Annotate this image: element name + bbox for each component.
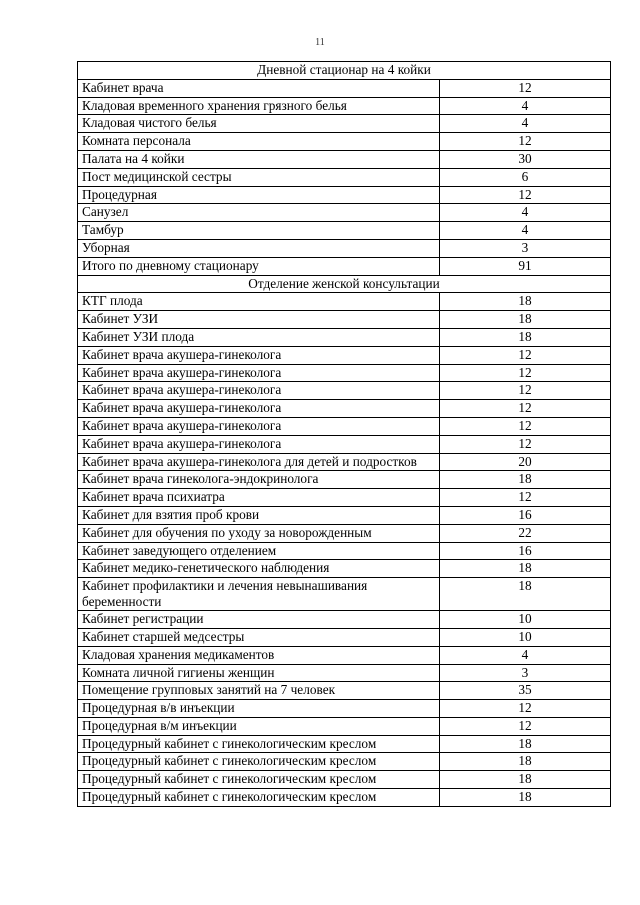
table-row: [78, 506, 611, 524]
table-row: [78, 471, 611, 489]
table-row: [78, 311, 611, 329]
room-area-cell: 22: [440, 524, 611, 542]
room-area-cell: 18: [440, 753, 611, 771]
room-area-cell: 12: [440, 133, 611, 151]
table-row: [78, 735, 611, 753]
room-area-cell: 4: [440, 204, 611, 222]
table-row: [78, 328, 611, 346]
room-area-cell: 18: [440, 789, 611, 807]
room-name-cell: Процедурный кабинет с гинекологическим креслом: [78, 753, 440, 771]
room-name-cell: Кабинет заведующего отделением: [78, 542, 440, 560]
room-area-cell: 12: [440, 417, 611, 435]
room-area-cell: 12: [440, 186, 611, 204]
room-name-cell: Кабинет врача гинеколога-эндокринолога: [78, 471, 440, 489]
room-area-cell: 12: [440, 79, 611, 97]
table-row: [78, 700, 611, 718]
section-title: Дневной стационар на 4 койки: [78, 62, 611, 80]
room-area-cell: 18: [440, 328, 611, 346]
table-row: [78, 542, 611, 560]
room-area-cell: 12: [440, 364, 611, 382]
table-row: [78, 186, 611, 204]
room-area-cell: 12: [440, 717, 611, 735]
page-number: 11: [315, 37, 325, 48]
room-name-cell: Кабинет медико-генетического наблюдения: [78, 560, 440, 578]
room-name-cell: Кабинет врача акушера-гинеколога: [78, 417, 440, 435]
room-name-cell: Процедурный кабинет с гинекологическим креслом: [78, 789, 440, 807]
room-name-cell: Процедурная в/в инъекции: [78, 700, 440, 718]
room-area-cell: 12: [440, 435, 611, 453]
table-row: [78, 489, 611, 507]
table-row: [78, 682, 611, 700]
room-area-cell: 35: [440, 682, 611, 700]
room-name-cell: Кабинет для взятия проб крови: [78, 506, 440, 524]
table-row: [78, 364, 611, 382]
room-area-cell: 91: [440, 257, 611, 275]
room-name-cell: Кабинет врача психиатра: [78, 489, 440, 507]
table-row: [78, 239, 611, 257]
room-name-cell: Кабинет врача акушера-гинеколога: [78, 400, 440, 418]
table-row: [78, 168, 611, 186]
room-area-cell: 4: [440, 646, 611, 664]
room-name-cell: Кабинет регистрации: [78, 611, 440, 629]
table-row: [78, 346, 611, 364]
section-header-row: [78, 275, 611, 293]
room-name-cell: Пост медицинской сестры: [78, 168, 440, 186]
room-area-cell: 18: [440, 560, 611, 578]
room-area-cell: 20: [440, 453, 611, 471]
room-area-cell: 18: [440, 311, 611, 329]
room-area-cell: 30: [440, 150, 611, 168]
room-name-cell: Процедурный кабинет с гинекологическим креслом: [78, 771, 440, 789]
table-row: [78, 435, 611, 453]
table-row: [78, 79, 611, 97]
table-row: [78, 417, 611, 435]
room-name-cell: Кабинет врача акушера-гинеколога: [78, 382, 440, 400]
room-area-cell: 6: [440, 168, 611, 186]
room-name-cell: Кабинет УЗИ плода: [78, 328, 440, 346]
room-area-cell: 18: [440, 578, 611, 611]
table-row: [78, 382, 611, 400]
room-area-cell: 3: [440, 239, 611, 257]
table-row: [78, 646, 611, 664]
table-row: [78, 611, 611, 629]
room-name-cell: Кладовая чистого белья: [78, 115, 440, 133]
section-title: Отделение женской консультации: [78, 275, 611, 293]
room-area-cell: 4: [440, 97, 611, 115]
room-area-cell: 4: [440, 115, 611, 133]
room-area-cell: 12: [440, 700, 611, 718]
table-row: [78, 222, 611, 240]
room-area-cell: 16: [440, 506, 611, 524]
table-row: [78, 453, 611, 471]
room-area-cell: 18: [440, 293, 611, 311]
room-name-cell: Кабинет врача акушера-гинеколога для детей и подростков: [78, 453, 440, 471]
table-row: [78, 628, 611, 646]
rooms-table: [77, 61, 611, 807]
table-row: [78, 133, 611, 151]
room-name-cell: Кабинет старшей медсестры: [78, 628, 440, 646]
table-row: [78, 789, 611, 807]
room-name-cell: Кладовая хранения медикаментов: [78, 646, 440, 664]
table-row: [78, 664, 611, 682]
room-name-cell: Процедурная: [78, 186, 440, 204]
room-area-cell: 12: [440, 400, 611, 418]
room-name-cell: Процедурный кабинет с гинекологическим креслом: [78, 735, 440, 753]
table-row: [78, 753, 611, 771]
room-area-cell: 12: [440, 346, 611, 364]
room-area-cell: 16: [440, 542, 611, 560]
room-area-cell: 12: [440, 382, 611, 400]
room-name-cell: Комната личной гигиены женщин: [78, 664, 440, 682]
room-area-cell: 10: [440, 611, 611, 629]
room-name-cell: КТГ плода: [78, 293, 440, 311]
rooms-table-body: [78, 62, 611, 807]
room-area-cell: 18: [440, 771, 611, 789]
room-name-cell: Кладовая временного хранения грязного белья: [78, 97, 440, 115]
room-name-cell: Кабинет профилактики и лечения невынашивания беременности: [78, 578, 440, 611]
room-name-cell: Кабинет врача: [78, 79, 440, 97]
table-row: [78, 578, 611, 611]
table-row: [78, 560, 611, 578]
table-row: [78, 771, 611, 789]
table-row: [78, 115, 611, 133]
room-name-cell: Кабинет врача акушера-гинеколога: [78, 346, 440, 364]
room-area-cell: 12: [440, 489, 611, 507]
room-name-cell: Комната персонала: [78, 133, 440, 151]
room-name-cell: Процедурная в/м инъекции: [78, 717, 440, 735]
room-name-cell: Кабинет для обучения по уходу за новорожденным: [78, 524, 440, 542]
room-area-cell: 3: [440, 664, 611, 682]
room-area-cell: 18: [440, 471, 611, 489]
table-row: [78, 257, 611, 275]
room-name-cell: Тамбур: [78, 222, 440, 240]
table-row: [78, 97, 611, 115]
room-name-cell: Помещение групповых занятий на 7 человек: [78, 682, 440, 700]
table-row: [78, 717, 611, 735]
room-area-cell: 10: [440, 628, 611, 646]
room-name-cell: Палата на 4 койки: [78, 150, 440, 168]
room-name-cell: Итого по дневному стационару: [78, 257, 440, 275]
room-area-cell: 4: [440, 222, 611, 240]
table-row: [78, 524, 611, 542]
table-row: [78, 293, 611, 311]
room-area-cell: 18: [440, 735, 611, 753]
room-name-cell: Кабинет врача акушера-гинеколога: [78, 364, 440, 382]
section-header-row: [78, 62, 611, 80]
room-name-cell: Уборная: [78, 239, 440, 257]
room-name-cell: Кабинет УЗИ: [78, 311, 440, 329]
room-name-cell: Кабинет врача акушера-гинеколога: [78, 435, 440, 453]
room-name-cell: Санузел: [78, 204, 440, 222]
table-row: [78, 150, 611, 168]
table-row: [78, 400, 611, 418]
table-row: [78, 204, 611, 222]
